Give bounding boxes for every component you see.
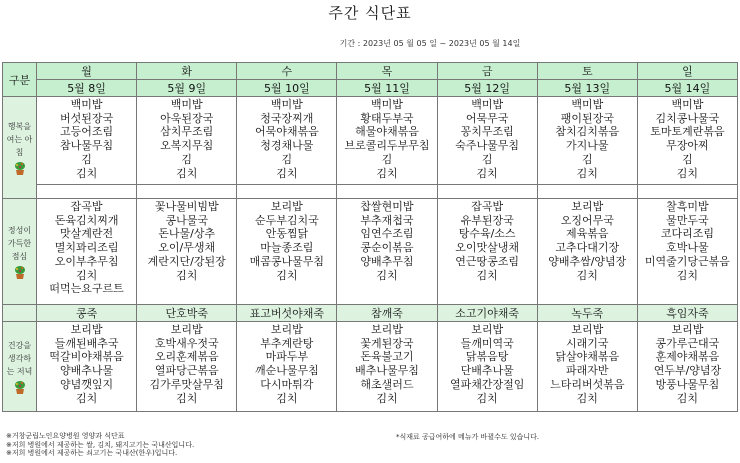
menu-item: 꽃게된장국 [360, 336, 414, 350]
menu-item: 백미밥 [571, 98, 604, 111]
lunch-cell [537, 199, 637, 305]
menu-item: 고등어조림 [60, 125, 114, 139]
menu-item: 호박새우젓국 [154, 336, 219, 350]
menu-item: 돈나물/상추 [158, 227, 216, 241]
breakfast-cell [137, 97, 237, 185]
day-name: 금 [437, 63, 537, 80]
breakfast-cell [537, 97, 637, 185]
menu-item: 임연수조림 [360, 227, 414, 241]
menu-item: 참나물무침 [60, 139, 114, 153]
menu-item: 물만두국 [666, 213, 709, 227]
menu-item: 김치 [276, 268, 298, 282]
menu-item: 김 [581, 152, 593, 166]
menu-item: 연두부/양념장 [653, 364, 722, 378]
day-name: 목 [337, 63, 437, 80]
potted-plant-icon [14, 266, 26, 280]
menu-item: 보리밥 [571, 200, 604, 213]
menu-item: 찰흑미밥 [666, 200, 709, 213]
menu-item: 브로콜리두부무침 [344, 139, 430, 153]
dinner-cell [337, 322, 437, 412]
menu-item: 부추재첩국 [360, 213, 414, 227]
menu-item: 김치 [376, 166, 398, 180]
dinner-cell [637, 322, 737, 412]
menu-item: 양념깻잎지 [60, 377, 114, 391]
menu-item: 돈육김치찌개 [54, 213, 119, 227]
menu-item: 유부된장국 [460, 213, 514, 227]
menu-item: 백미밥 [371, 98, 403, 111]
menu-item: 들깨미역국 [460, 336, 514, 350]
day-date: 5월 12일 [437, 80, 537, 97]
dinner-row [3, 322, 738, 412]
footer-line: ※거창군립노인요양병원 영양과 식단표 [6, 432, 125, 440]
menu-item: 김 [281, 152, 293, 166]
menu-item: 꽃나물비빔밥 [154, 200, 219, 213]
date-header-row [3, 80, 738, 97]
menu-item: 백미밥 [70, 98, 103, 111]
dinner-cell [37, 322, 137, 412]
day-date: 5월 14일 [637, 80, 737, 97]
menu-item: 깨순나물무침 [254, 364, 319, 378]
menu-item: 연근땅콩조림 [455, 254, 520, 268]
lunch-cell [37, 199, 137, 305]
menu-item: 해물야채볶음 [355, 125, 419, 139]
dinner-label-cell [3, 322, 37, 412]
menu-item: 들깨된배추국 [54, 336, 119, 350]
menu-item: 호박나물 [666, 241, 709, 255]
menu-item: 오이/무생채 [158, 241, 216, 255]
menu-item: 김 [81, 152, 92, 166]
day-name: 토 [537, 63, 637, 80]
menu-item: 백미밥 [170, 98, 203, 111]
day-name: 일 [637, 63, 737, 80]
footer-notes [6, 432, 194, 458]
menu-item: 파래자반 [566, 364, 609, 378]
breakfast-cell [237, 97, 337, 185]
menu-item: 김치 [176, 268, 198, 282]
menu-item: 김치 [276, 166, 298, 180]
weekly-menu-table [2, 62, 738, 412]
menu-item: 열파채간장절임 [449, 377, 525, 391]
menu-item: 숙주나물무침 [455, 139, 520, 153]
menu-item: 잡곡밥 [70, 200, 103, 213]
breakfast-cell [637, 97, 737, 185]
menu-item: 배추나물무침 [355, 364, 419, 378]
menu-item: 코다리조림 [660, 227, 714, 241]
menu-item: 찹쌀현미밥 [360, 200, 414, 213]
menu-item: 보리밥 [70, 323, 103, 336]
menu-item: 김치 [75, 268, 98, 282]
menu-item: 순두부김치국 [254, 213, 319, 227]
menu-item: 토마토계란볶음 [650, 125, 725, 139]
menu-item: 안동찜닭 [265, 227, 309, 241]
menu-item: 훈제야채볶음 [655, 350, 720, 364]
menu-change-note: *식재료 공급여하에 메뉴가 바뀔수도 있습니다. [396, 433, 540, 441]
day-date: 5월 9일 [137, 80, 237, 97]
menu-item: 맛살계란전 [60, 227, 114, 241]
menu-item: 보리밥 [671, 323, 704, 336]
corner-label: 구분 [3, 63, 37, 97]
menu-item: 김치 [376, 268, 398, 282]
menu-item: 단배추나물 [460, 364, 514, 378]
menu-item: 김 [481, 152, 493, 166]
menu-item: 콩순이볶음 [360, 241, 414, 255]
day-header-row [3, 63, 738, 80]
menu-item: 보리밥 [471, 323, 504, 336]
menu-item: 닭볶음탕 [465, 350, 509, 364]
day-name: 월 [37, 63, 137, 80]
menu-item: 김치 [75, 166, 98, 180]
menu-item: 김 [381, 152, 393, 166]
menu-item: 팽이된장국 [560, 111, 614, 125]
lunch-cell [137, 199, 237, 305]
menu-item: 김치 [376, 391, 398, 405]
dinner-cell [237, 322, 337, 412]
menu-item: 부추계란탕 [260, 336, 314, 350]
day-date: 5월 13일 [537, 80, 637, 97]
menu-item: 계란지단/강된장 [147, 254, 226, 268]
menu-item: 콩나물국 [165, 213, 208, 227]
lunch-cell [637, 199, 737, 305]
menu-item: 고추다대기장 [555, 241, 620, 255]
menu-item: 김치 [676, 166, 699, 180]
menu-item: 마파두부 [265, 350, 309, 364]
dinner-cell [437, 322, 537, 412]
menu-item: 꽁치무조림 [460, 125, 514, 139]
menu-item: 양배추쌈/양념장 [548, 254, 627, 268]
menu-item: 김치 [476, 268, 498, 282]
breakfast-spacer-row [3, 185, 738, 199]
day-name: 화 [137, 63, 237, 80]
menu-item: 떡갈비야채볶음 [49, 350, 124, 364]
menu-item: 해초샐러드 [360, 377, 414, 391]
breakfast-cell [337, 97, 437, 185]
porridge-cell: 콩죽 [37, 305, 137, 322]
menu-item: 삼치무조림 [160, 125, 214, 139]
menu-item: 아욱된장국 [160, 111, 214, 125]
footer-line: ※저희 병원에서 제공하는 쇠고기는 국내산(한우)입니다. [6, 449, 178, 457]
menu-item: 어묵무국 [465, 111, 509, 125]
day-date: 5월 8일 [37, 80, 137, 97]
menu-item: 버섯된장국 [60, 111, 114, 125]
breakfast-label: 행복을 여는 아침 [6, 121, 33, 157]
menu-item: 느타리버섯볶음 [550, 377, 625, 391]
lunch-label-cell [3, 199, 37, 305]
menu-item: 어묵야채볶음 [254, 125, 319, 139]
breakfast-cell [437, 97, 537, 185]
menu-item: 김치 [576, 268, 598, 282]
menu-item: 김 [181, 152, 193, 166]
menu-item: 마늘종조림 [260, 241, 314, 255]
porridge-cell: 흑임자죽 [637, 305, 737, 322]
lunch-row [3, 199, 738, 305]
menu-item: 김치 [576, 166, 598, 180]
lunch-cell [337, 199, 437, 305]
menu-item: 탕수육/소스 [458, 227, 516, 241]
menu-item: 양배추나물 [60, 364, 114, 378]
menu-item: 김치콩나물국 [655, 111, 720, 125]
dinner-label: 건강을 생각하는 저녁 [6, 340, 33, 376]
menu-item: 김치 [476, 166, 498, 180]
menu-item: 김치 [75, 391, 98, 405]
breakfast-row [3, 97, 738, 185]
lunch-cell [437, 199, 537, 305]
menu-item: 김치 [476, 391, 498, 405]
menu-item: 백미밥 [671, 98, 704, 111]
page-title: 주간 식단표 [328, 4, 412, 22]
menu-item: 김 [682, 152, 693, 166]
menu-item: 보리밥 [371, 323, 403, 336]
menu-item: 보리밥 [571, 323, 604, 336]
menu-item: 시래기국 [566, 336, 609, 350]
day-date: 5월 10일 [237, 80, 337, 97]
lunch-label: 정성이 가득한 점심 [7, 225, 32, 261]
menu-item: 열파당근볶음 [154, 364, 219, 378]
menu-item: 닭살야채볶음 [555, 350, 620, 364]
menu-item: 매콤콩나물무침 [249, 254, 325, 268]
footer-line: ※저희 병원에서 제공하는 쌀, 김치, 돼지고기는 국내산입니다. [6, 440, 195, 449]
menu-item: 백미밥 [471, 98, 504, 111]
menu-item: 콩가루근대국 [655, 336, 720, 350]
menu-item: 김치 [176, 166, 198, 180]
menu-item: 황태두부국 [360, 111, 414, 125]
porridge-cell: 참깨죽 [337, 305, 437, 322]
menu-item: 오리훈제볶음 [154, 350, 219, 364]
breakfast-label-cell [3, 97, 37, 199]
menu-item: 오이맛살냉채 [455, 241, 520, 255]
menu-item: 미역줄기당근볶음 [644, 254, 730, 268]
dinner-cell [537, 322, 637, 412]
porridge-cell: 표고버섯야채죽 [237, 305, 337, 322]
day-date: 5월 11일 [337, 80, 437, 97]
menu-item: 방풍나물무침 [655, 377, 720, 391]
lunch-cell [237, 199, 337, 305]
porridge-row [3, 305, 738, 322]
menu-item: 보리밥 [270, 323, 303, 336]
dinner-cell [137, 322, 237, 412]
menu-item: 김치 [676, 391, 699, 405]
menu-item: 오복지무침 [160, 139, 214, 153]
menu-item: 김치 [576, 391, 598, 405]
menu-item: 멸치꽈리조림 [54, 241, 119, 255]
potted-plant-icon [14, 381, 26, 395]
menu-period: 기간 : 2023년 05 월 05 일 ~ 2023년 05 월 14일 [339, 39, 521, 48]
potted-plant-icon [14, 162, 26, 176]
menu-item: 김가루맛살무침 [149, 377, 224, 391]
menu-item: 돈육불고기 [360, 350, 414, 364]
menu-item: 보리밥 [170, 323, 203, 336]
breakfast-cell [37, 97, 137, 185]
menu-item: 청경채나물 [260, 139, 314, 153]
menu-item: 김치 [276, 391, 298, 405]
menu-item: 김치 [176, 391, 198, 405]
menu-item: 잡곡밥 [471, 200, 504, 213]
menu-item: 떠먹는요구르트 [49, 282, 124, 296]
menu-item: 오징어무국 [560, 213, 614, 227]
menu-item: 무장아찌 [666, 139, 709, 153]
menu-item: 오이부추무침 [54, 254, 119, 268]
menu-item: 참치김치볶음 [555, 125, 620, 139]
porridge-cell: 단호박죽 [137, 305, 237, 322]
menu-item: 김치 [676, 268, 699, 282]
porridge-cell: 소고기야채죽 [437, 305, 537, 322]
menu-item: 백미밥 [270, 98, 303, 111]
porridge-cell: 녹두죽 [537, 305, 637, 322]
menu-item: 제육볶음 [566, 227, 609, 241]
menu-item: 청국장찌개 [260, 111, 314, 125]
menu-item: 다시마튀각 [260, 377, 314, 391]
menu-item: 양배추무침 [360, 254, 414, 268]
menu-item: 가지나물 [566, 139, 609, 153]
menu-item: 보리밥 [270, 200, 303, 213]
day-name: 수 [237, 63, 337, 80]
